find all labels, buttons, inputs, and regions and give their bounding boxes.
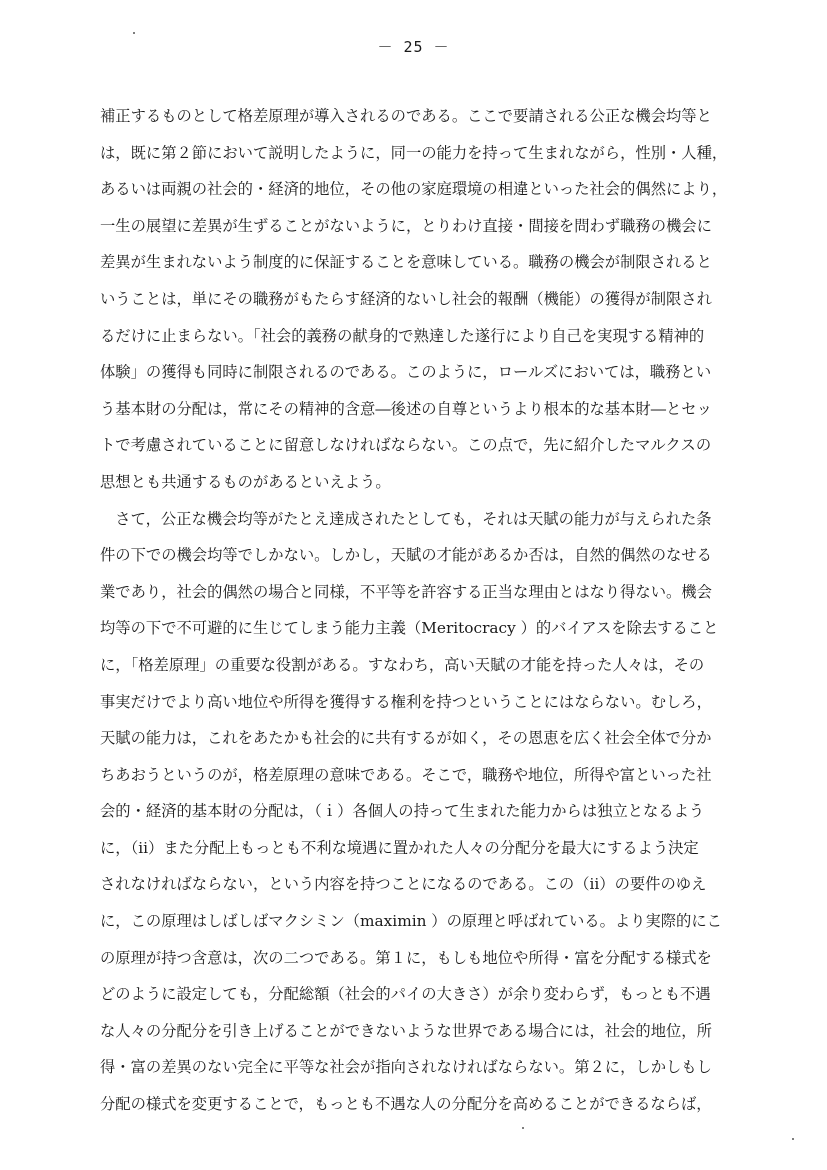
text-line: トで考慮されていることに留意しなければならない。この点で，先に紹介したマルクスの <box>100 436 712 455</box>
text-line: に，「格差原理」の重要な役割がある。すなわち，高い天賦の才能を持った人々は，その <box>100 655 705 674</box>
text-line: な人々の分配分を引き上げることができないような世界である場合には，社会的地位，所 <box>100 1021 712 1040</box>
text-line: さて，公正な機会均等がたとえ達成されたとしても，それは天賦の能力が与えられた条 <box>100 509 712 528</box>
text-line: 分配の様式を変更することで，もっとも不遇な人の分配分を高めることができるならば， <box>100 1095 712 1114</box>
text-line: に，この原理はしばしばマクシミン（maximin ）の原理と呼ばれている。より実際的にこ <box>100 912 722 931</box>
text-line: 補正するものとして格差原理が導入されるのである。ここで要請される公正な機会均等と <box>100 107 712 125</box>
text-line: 体験」の獲得も同時に制限されるのである。このように，ロールズにおいては，職務とい <box>100 363 712 382</box>
page-number: － 25 － <box>377 38 450 56</box>
text-line: 会的・経済的基本財の分配は，（ｉ）各個人の持って生まれた能力からは独立となるよう <box>100 802 705 821</box>
text-line: どのように設定しても，分配総額（社会的パイの大きさ）が余り変わらず，もっとも不遇 <box>100 985 711 1004</box>
text-line: う基本財の分配は，常にその精神的含意―後述の自尊というより根本的な基本財―とセッ <box>100 399 712 418</box>
scan-speck <box>133 32 135 34</box>
text-line: に，（ⅱ）また分配上もっとも不利な境遇に置かれた人々の分配分を最大にするよう決定 <box>100 838 699 857</box>
paragraph-2 <box>100 501 720 1123</box>
text-line: は，既に第２節において説明したように，同一の能力を持って生まれながら，性別・人種， <box>100 143 728 162</box>
text-line: 均等の下で不可避的に生じてしまう能力主義（Meritocracy ）的バイアスを除去すること <box>100 619 719 638</box>
text-line: ちあおうというのが，格差原理の意味である。そこで，職務や地位，所得や富といった社 <box>100 765 712 784</box>
body-text <box>100 98 728 1123</box>
text-line: されなければならない，という内容を持つことになるのである。この（ⅱ）の要件のゆえ <box>100 875 707 894</box>
text-line: 思想とも共通するものがあるといえよう。 <box>100 472 391 491</box>
text-line: 事実だけでより高い地位や所得を獲得する権利を持つということにはならない。むしろ， <box>100 692 712 711</box>
text-line: いうことは，単にその職務がもたらす経済的ないし社会的報酬（機能）の獲得が制限され <box>100 289 712 308</box>
text-line: 業であり，社会的偶然の場合と同様，不平等を許容する正当な理由とはなり得ない。機会 <box>100 582 712 601</box>
scan-speck <box>522 1127 524 1129</box>
scan-speck <box>792 1138 794 1140</box>
text-line: 得・富の差異のない完全に平等な社会が指向されなければならない。第２に，しかしもし <box>100 1058 712 1077</box>
text-line: 天賦の能力は，これをあたかも社会的に共有するが如く，その恩恵を広く社会全体で分か <box>100 729 712 748</box>
text-line: 一生の展望に差異が生ずることがないように，とりわけ直接・間接を問わず職務の機会に <box>100 216 712 235</box>
paragraph-1 <box>100 98 728 501</box>
text-line: あるいは両親の社会的・経済的地位，その他の家庭環境の相違といった社会的偶然により， <box>100 180 728 199</box>
text-line: 差異が生まれないよう制度的に保証することを意味している。職務の機会が制限されると <box>100 253 712 272</box>
text-line: るだけに止まらない。「社会的義務の献身的で熟達した遂行により自己を実現する精神的 <box>100 326 705 345</box>
text-line: 件の下での機会均等でしかない。しかし，天賦の才能があるか否は，自然的偶然のなせる <box>100 546 712 565</box>
text-line: の原理が持つ含意は，次の二つである。第１に，もしも地位や所得・富を分配する様式を <box>100 948 712 967</box>
